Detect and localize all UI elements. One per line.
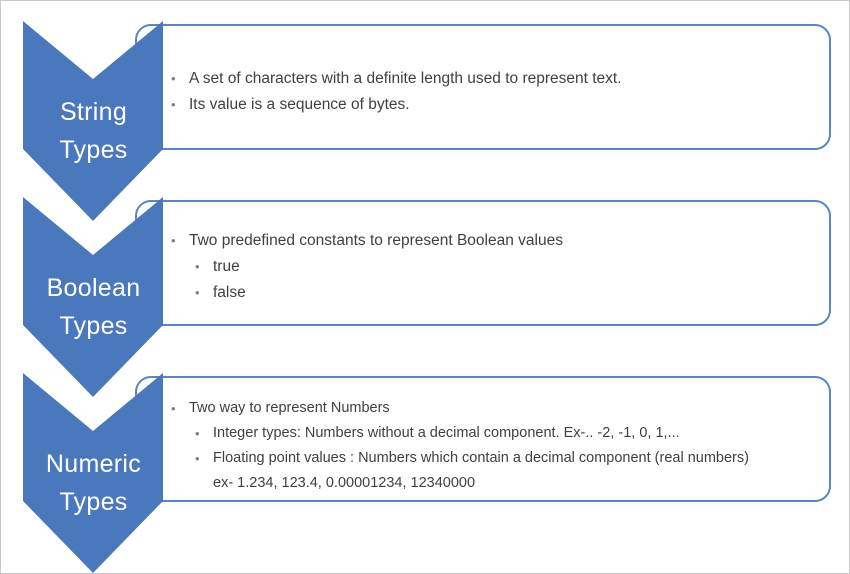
numeric-types-label-line1: Numeric — [45, 450, 142, 478]
string-types-label-line2: Types — [59, 136, 128, 164]
boolean-types-label — [21, 269, 166, 345]
string-types-description-box — [135, 24, 831, 150]
string-types-point: • A set of characters with a definite length used to represent text. — [169, 66, 809, 92]
numeric-types-subpoint: • Integer types: Numbers without a decimal component. Ex-.. -2, -1, 0, 1,... — [169, 421, 759, 446]
row-string-types — [1, 21, 850, 221]
row-boolean-types — [1, 197, 850, 397]
string-types-point: • Its value is a sequence of bytes. — [169, 92, 809, 118]
row-numeric-types — [1, 373, 850, 573]
numeric-types-points — [169, 396, 759, 496]
numeric-types-description-box — [135, 376, 831, 502]
boolean-types-point: • Two predefined constants to represent Boolean values — [169, 228, 809, 254]
numeric-types-point: • Two way to represent Numbers — [169, 396, 759, 421]
boolean-types-subpoint: • true — [169, 254, 809, 280]
string-types-label — [21, 93, 166, 169]
numeric-types-subpoint: • Floating point values : Numbers which contain a decimal component (real numbers) ex- 1.234, 123.4, 0.00001234, 12340000 — [169, 446, 759, 496]
boolean-types-label-line2: Types — [59, 312, 128, 340]
numeric-types-label — [21, 445, 166, 521]
boolean-types-description-box — [135, 200, 831, 326]
boolean-types-points — [169, 228, 809, 306]
boolean-types-label-line1: Boolean — [46, 274, 141, 302]
boolean-types-subpoint: • false — [169, 280, 809, 306]
string-types-label-line1: String — [59, 98, 128, 126]
string-types-points — [169, 66, 809, 118]
numeric-types-label-line2: Types — [59, 488, 128, 516]
